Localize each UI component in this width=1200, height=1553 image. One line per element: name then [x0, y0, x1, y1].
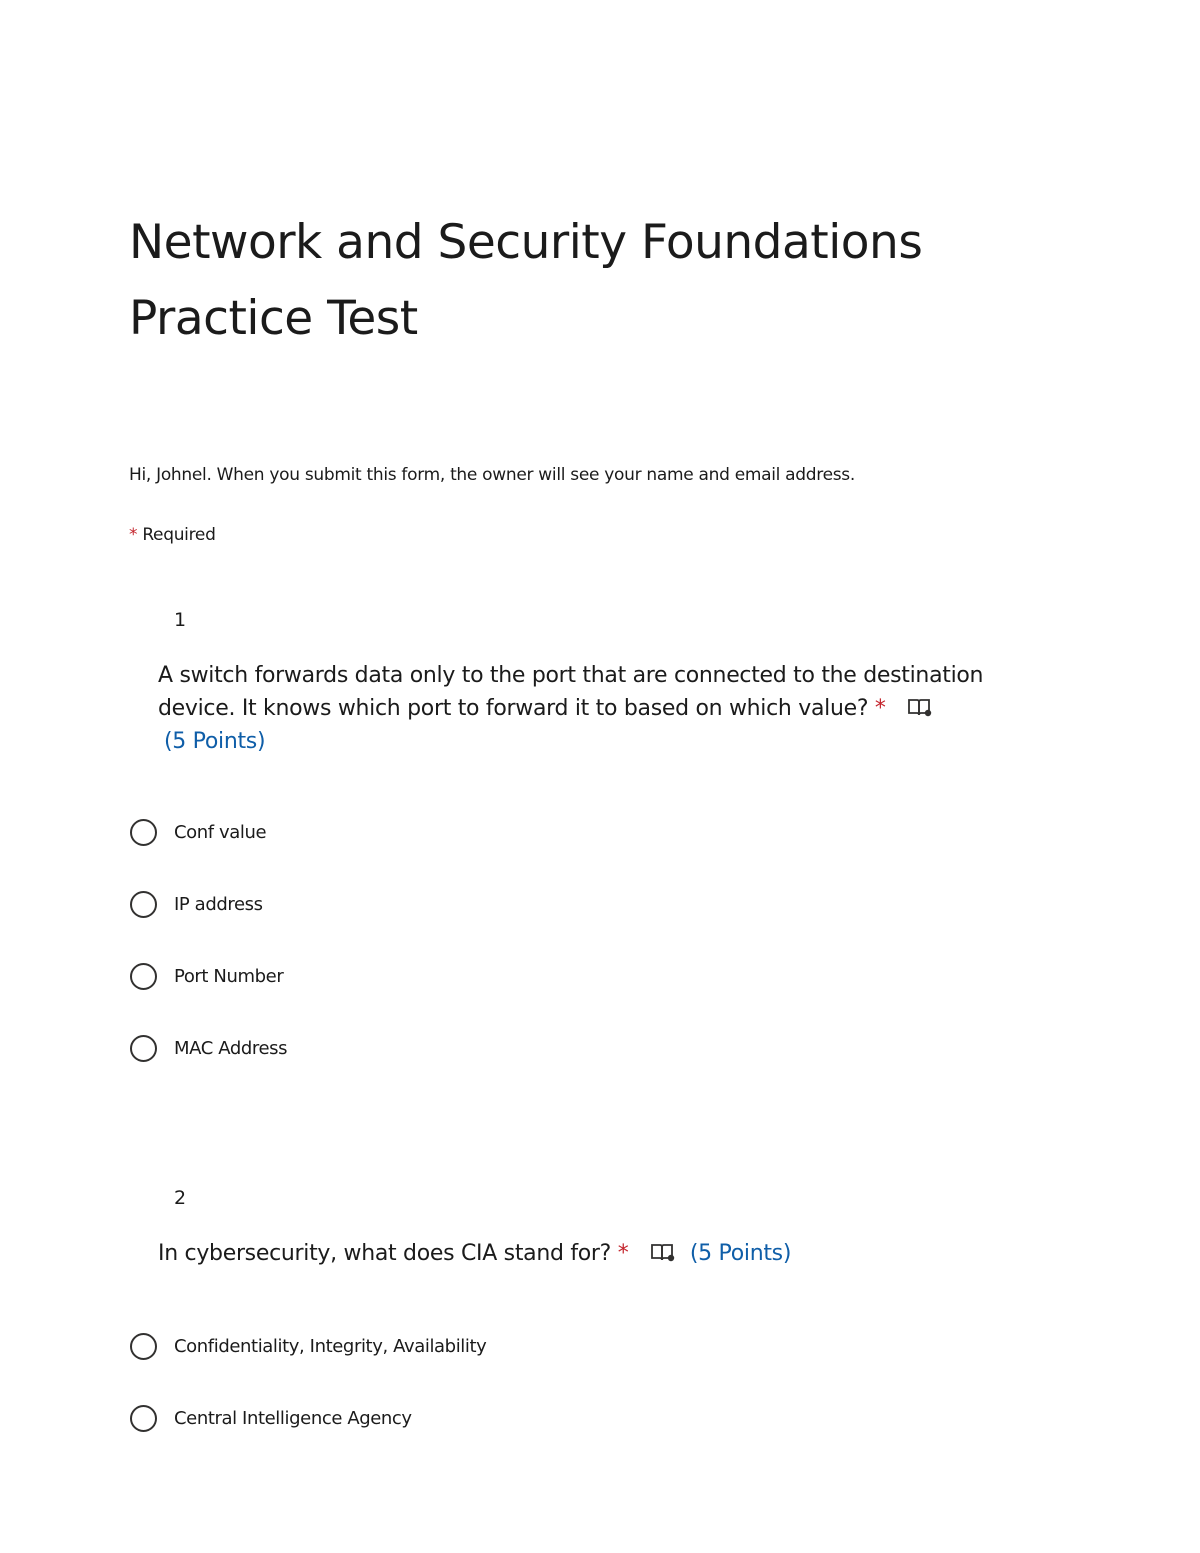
- option-label: Port Number: [174, 965, 284, 987]
- form-title: Network and Security Foundations Practice Test: [129, 215, 923, 346]
- required-asterisk: *: [617, 1241, 629, 1266]
- answer-option[interactable]: [130, 888, 263, 920]
- question-points: (5 Points): [164, 729, 266, 754]
- question-prompt: A switch forwards data only to the port that are connected to the destination device. It knows which port to forward it to based on which value?: [158, 663, 984, 721]
- option-label: Conf value: [174, 821, 267, 843]
- radio-button[interactable]: [130, 891, 157, 918]
- answer-option[interactable]: [130, 1402, 412, 1434]
- question-text: [158, 659, 1028, 758]
- question-points: (5 Points): [689, 1241, 792, 1266]
- radio-button[interactable]: [130, 819, 157, 846]
- answer-option[interactable]: [130, 1032, 287, 1064]
- option-label: Confidentiality, Integrity, Availability: [174, 1335, 487, 1357]
- radio-button[interactable]: [130, 963, 157, 990]
- identity-notice: Hi, Johnel. When you submit this form, the owner will see your name and email address.: [129, 465, 855, 485]
- immersive-reader-icon[interactable]: [906, 695, 934, 717]
- question-number: 2: [174, 1187, 187, 1209]
- radio-button[interactable]: [130, 1333, 157, 1360]
- required-label: Required: [142, 525, 216, 545]
- question-prompt: In cybersecurity, what does CIA stand for?: [158, 1241, 612, 1266]
- answer-option[interactable]: [130, 1330, 486, 1362]
- immersive-reader-icon[interactable]: [649, 1240, 677, 1262]
- radio-button[interactable]: [130, 1405, 157, 1432]
- required-asterisk: *: [129, 525, 138, 545]
- radio-button[interactable]: [130, 1035, 157, 1062]
- answer-option[interactable]: [130, 960, 283, 992]
- required-legend: [129, 525, 216, 545]
- option-label: MAC Address: [174, 1037, 288, 1059]
- option-label: Central Intelligence Agency: [174, 1407, 412, 1429]
- required-asterisk: *: [874, 696, 886, 721]
- option-label: IP address: [174, 893, 263, 915]
- question-text: [158, 1237, 1028, 1270]
- question-number: 1: [174, 609, 187, 631]
- answer-option[interactable]: [130, 816, 266, 848]
